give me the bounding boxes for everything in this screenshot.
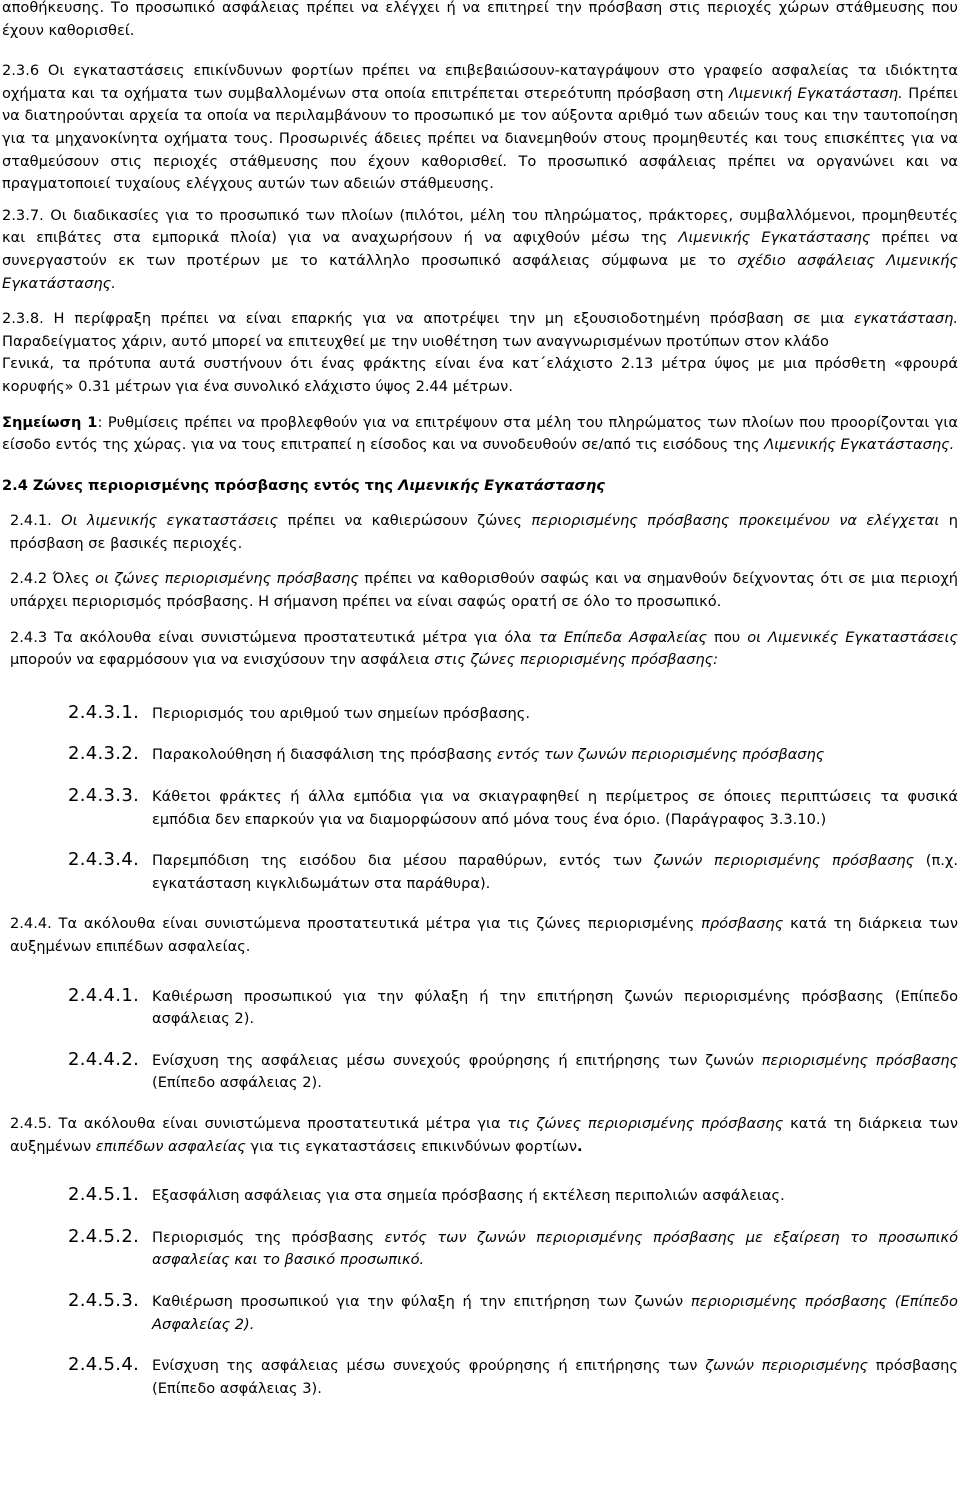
paragraph-2-3-8: 2.3.8. Η περίφραξη πρέπει να είναι επαρκής για να αποτρέψει την μη εξουσιοδοτημένη πρόσβαση σε μια εγκατάσταση. Παραδείγματος χάριν, αυτό μπορεί να επιτευχθεί με την υιοθέτηση των αναγνωρισμένων προτύπων στον κλάδο	[2, 310, 958, 350]
paragraph-2-4-2: 2.4.2 Όλες οι ζώνες περιορισμένης πρόσβασης πρέπει να καθορισθούν σαφώς και να σημανθούν δείχνοντας ότι σε μια περιοχή υπάρχει περιορισμός πρόσβασης. Η σήμανση πρέπει να είναι σαφώς ορατή σε όλο το προσωπικό.	[10, 570, 959, 611]
subitem-2-4-3-2: 2.4.3.2. Παρακολούθηση ή διασφάλιση της πρόσβασης εντός των ζωνών περιορισμένης πρόσβασης	[68, 743, 825, 765]
subitem-2-4-3-1: 2.4.3.1. Περιορισμός του αριθμού των σημείων πρόσβασης.	[68, 701, 530, 723]
subitem-2-4-5-3: 2.4.5.3. Καθιέρωση προσωπικού για την φύλαξη ή την επιτήρηση των ζωνών περιορισμένης πρόσβασης (Επίπεδο Ασφαλείας 2).	[68, 1289, 958, 1333]
subitem-2-4-3-4: 2.4.3.4. Παρεμπόδιση της εισόδου δια μέσου παραθύρων, εντός των ζωνών περιορισμένης πρόσβασης (π.χ. εγκατάσταση κιγκλιδωμάτων στα παράθυρα).	[68, 849, 958, 892]
document-page	[2, 0, 958, 1400]
subitem-2-4-3-3: 2.4.3.3. Κάθετοι φράκτες ή άλλα εμπόδια για να σκιαγραφηθεί η περίμετρος σε όποιες περιπτώσεις τα φυσικά εμπόδια δεν επαρκούν για να διαμορφώσουν από μόνα τους ένα όριο. (Παράγραφος 3.3.10.)	[68, 785, 958, 828]
paragraph-2-4-3: 2.4.3 Τα ακόλουθα είναι συνιστώμενα προστατευτικά μέτρα για όλα τα Επίπεδα Ασφαλείας που οι Λιμενικές Εγκαταστάσεις μπορούν να εφαρμόσουν για να ενισχύσουν την ασφάλεια στις ζώνες περιορισμένης πρόσβασης:	[10, 628, 958, 669]
paragraph-2-3-8-cont: Γενικά, τα πρότυπα αυτά συστήνουν ότι ένας φράκτης είναι ένα κατ΄ελάχιστο 2.13 μέτρα ύψος με μια πρόσθετη «φρουρά κορυφής» 0.31 μέτρων για ένα συνολικό ελάχιστο ύψος 2.44 μέτρων.	[2, 355, 958, 395]
subitem-2-4-5-2: 2.4.5.2. Περιορισμός της πρόσβασης εντός των ζωνών περιορισμένης πρόσβασης με εξαίρεση το προσωπικό ασφαλείας και το βασικό προσωπικό.	[68, 1225, 958, 1269]
paragraph-2-3-6: 2.3.6 Οι εγκαταστάσεις επικίνδυνων φορτίων πρέπει να επιβεβαιώσουν-καταγράψουν στο γραφείο ασφαλείας τα ιδιόκτητα οχήματα και τα οχήματα των συμβαλλομένων στα οποία επιτρέπεται στερεότυπη πρόσβαση στη Λιμενική Εγκατάσταση. Πρέπει να διατηρούνται αρχεία τα οποία να περιλαμβάνουν το προσωπικό με τον αύξοντα αριθμό των αδειών τους και την ταυτοποίηση για τα μηχανοκίνητα οχήματα τους. Προσωρινές άδειες πρέπει να διανεμηθούν στους προμηθευτές και τους επισκέπτες για να σταθμεύσουν στις περιοχές στάθμευσης που έχουν καθορισθεί. Το προσωπικό ασφάλειας πρέπει να οργανώνει και να πραγματοποιεί τυχαίους ελέγχους αυτών των αδειών στάθμευσης.	[2, 62, 958, 193]
note-1: Σημείωση 1: Ρυθμίσεις πρέπει να προβλεφθούν για να επιτρέψουν στα μέλη του πληρώματος των πλοίων που προορίζονται για είσοδο εντός της χώρας. για να τους επιτραπεί η είσοδος και να συνοδευθούν σε/από τις εισόδους της Λιμενικής Εγκατάστασης.	[2, 413, 958, 454]
subitem-2-4-4-1: 2.4.4.1. Καθιέρωση προσωπικού για την φύλαξη ή την επιτήρηση ζωνών περιορισμένης πρόσβασης (Επίπεδο ασφάλειας 2).	[68, 984, 958, 1028]
section-heading-2-4: 2.4 Ζώνες περιορισμένης πρόσβασης εντός της Λιμενικής Εγκατάστασης	[2, 476, 605, 494]
subitem-2-4-5-4: 2.4.5.4. Ενίσχυση της ασφάλειας μέσω συνεχούς φρούρησης ή επιτήρησης των ζωνών περιορισμένης πρόσβασης (Επίπεδο ασφάλειας 3).	[68, 1354, 958, 1397]
paragraph-2-4-1: 2.4.1. Οι λιμενικής εγκαταστάσεις πρέπει να καθιερώσουν ζώνες περιορισμένης πρόσβασης προκειμένου να ελέγχεται η πρόσβαση σε βασικές περιοχές.	[10, 512, 958, 552]
subitem-2-4-4-2: 2.4.4.2. Ενίσχυση της ασφάλειας μέσω συνεχούς φρούρησης ή επιτήρησης των ζωνών περιορισμένης πρόσβασης (Επίπεδο ασφάλειας 2).	[68, 1048, 959, 1092]
paragraph-2-3-7: 2.3.7. Οι διαδικασίες για το προσωπικό των πλοίων (πιλότοι, μέλη του πληρώματος, πράκτορες, συμβαλλόμενοι, προμηθευτές και επιβάτες στα εμπορικά πλοία) για να αναχωρήσουν ή να αφιχθούν μέσω της Λιμενικής Εγκατάστασης πρέπει να συνεργαστούν εκ των προτέρων με το κατάλληλο προσωπικό ασφάλειας σύμφωνα με το σχέδιο ασφάλειας Λιμενικής Εγκατάστασης.	[2, 206, 959, 292]
subitem-2-4-5-1: 2.4.5.1. Εξασφάλιση ασφάλειας για στα σημεία πρόσβασης ή εκτέλεση περιπολιών ασφάλειας.	[68, 1184, 785, 1206]
paragraph-2-4-4: 2.4.4. Τα ακόλουθα είναι συνιστώμενα προστατευτικά μέτρα για τις ζώνες περιορισμένης πρόσβασης κατά τη διάρκεια των αυξημένων επιπέδων ασφαλείας.	[10, 915, 958, 955]
paragraph-2-4-5: 2.4.5. Τα ακόλουθα είναι συνιστώμενα προστατευτικά μέτρα για τις ζώνες περιορισμένης πρόσβασης κατά τη διάρκεια των αυξημένων επιπέδων ασφαλείας για τις εγκαταστάσεις επικινδύνων φορτίων.	[10, 1114, 958, 1155]
paragraph-parking-cont: αποθήκευσης. Το προσωπικό ασφάλειας πρέπει να ελέγχει ή να επιτηρεί την πρόσβαση στις περιοχές χώρων στάθμευσης που έχουν καθορισθεί.	[2, 0, 958, 39]
